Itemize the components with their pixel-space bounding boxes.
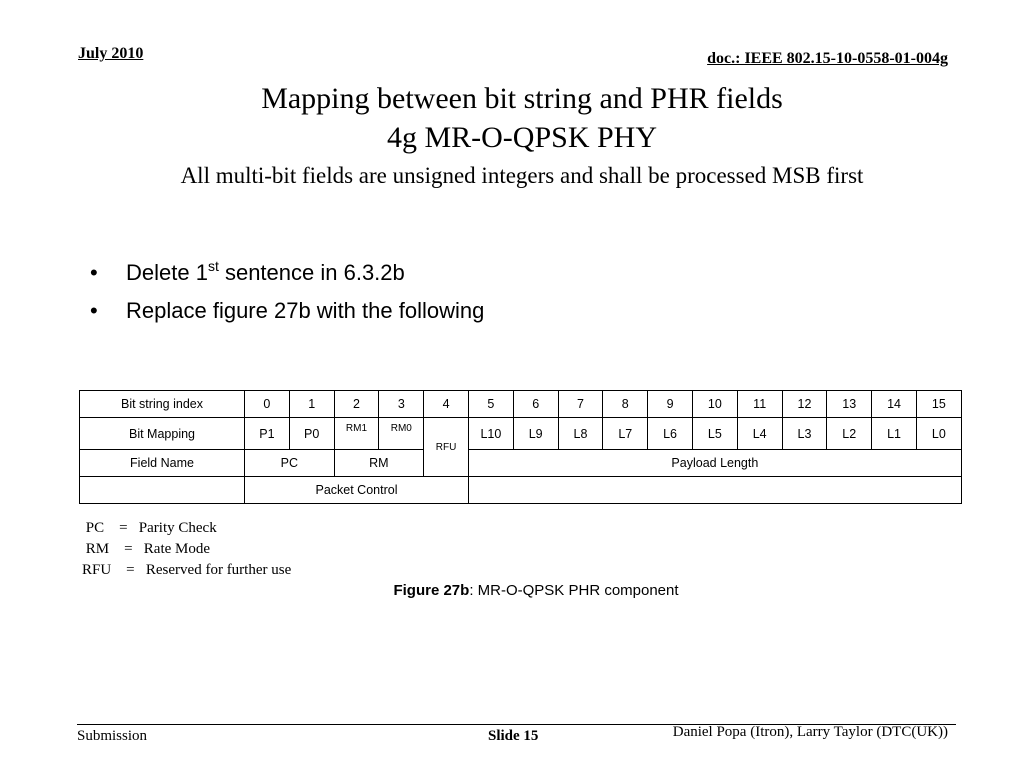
figure-caption-text: : MR-O-QPSK PHR component	[469, 582, 679, 599]
bit-mapping-cell: L3	[782, 418, 827, 450]
bit-mapping-cell: L2	[827, 418, 872, 450]
figure-caption	[0, 582, 1024, 599]
bit-index-cell: 5	[468, 391, 513, 418]
bit-mapping-cell: L8	[558, 418, 603, 450]
bit-mapping-cell: RM1	[334, 418, 379, 450]
footer-slide-number: Slide 15	[488, 728, 539, 744]
field-rm-cell: RM	[334, 450, 424, 477]
bit-index-cell: 14	[872, 391, 917, 418]
table-row-group	[80, 477, 962, 504]
field-payload-length-cell: Payload Length	[468, 450, 961, 477]
bit-index-cell: 4	[424, 391, 469, 418]
rfu-cell: RFU	[424, 418, 469, 477]
bit-mapping-cell: RM0	[379, 418, 424, 450]
bit-index-cell: 8	[603, 391, 648, 418]
bullet-text-pre: Delete 1	[126, 260, 208, 285]
bullet-superscript: st	[207, 258, 219, 274]
table-row-field-name	[80, 450, 962, 477]
bit-index-cell: 2	[334, 391, 379, 418]
bullet-dot: •	[90, 260, 98, 285]
header-date: July 2010	[78, 45, 144, 62]
footer-authors: Daniel Popa (Itron), Larry Taylor (DTC(UK))	[672, 724, 948, 740]
bit-mapping-cell: L10	[468, 418, 513, 450]
bit-index-cell: 6	[513, 391, 558, 418]
bit-index-cell: 10	[692, 391, 737, 418]
slide-subtitle: 4g MR-O-QPSK PHY	[386, 121, 658, 154]
bit-mapping-cell: L4	[737, 418, 782, 450]
row-label: Bit string index	[80, 391, 245, 418]
bullet-list	[90, 256, 484, 332]
legend-rm: RM = Rate Mode	[82, 541, 211, 557]
row-label: Bit Mapping	[80, 418, 245, 450]
footer-submission: Submission	[77, 728, 148, 744]
row-label: Field Name	[80, 450, 245, 477]
bit-index-cell: 1	[289, 391, 334, 418]
bit-index-cell: 9	[648, 391, 693, 418]
bit-index-cell: 11	[737, 391, 782, 418]
legend-pc: PC = Parity Check	[82, 520, 217, 536]
bit-mapping-cell: L6	[648, 418, 693, 450]
field-pc-cell: PC	[245, 450, 335, 477]
bullet-item	[90, 294, 484, 332]
row-label	[80, 477, 245, 504]
bullet-dot: •	[90, 298, 98, 323]
bit-mapping-cell: P0	[289, 418, 334, 450]
bullet-text-post: sentence in 6.3.2b	[218, 260, 405, 285]
bit-mapping-cell: L9	[513, 418, 558, 450]
bit-mapping-cell: L5	[692, 418, 737, 450]
empty-cell	[468, 477, 961, 504]
bullet-item	[90, 256, 484, 294]
slide-title: Mapping between bit string and PHR fields	[261, 82, 783, 115]
table-row-bit-mapping	[80, 418, 962, 450]
bit-index-cell: 12	[782, 391, 827, 418]
table-row-bit-index	[80, 391, 962, 418]
bit-mapping-cell: L1	[872, 418, 917, 450]
legend-rfu: RFU = Reserved for further use	[82, 562, 292, 578]
phr-table	[79, 390, 962, 504]
bit-index-cell: 3	[379, 391, 424, 418]
bit-index-cell: 7	[558, 391, 603, 418]
slide-note: All multi-bit fields are unsigned integers and shall be processed MSB first	[180, 163, 864, 188]
bullet-text: Replace figure 27b with the following	[126, 298, 485, 323]
header-doc-id: doc.: IEEE 802.15-10-0558-01-004g	[707, 50, 948, 67]
bit-mapping-cell: L7	[603, 418, 648, 450]
bit-index-cell: 15	[916, 391, 961, 418]
figure-caption-label: Figure 27b	[393, 582, 470, 599]
bit-mapping-cell: L0	[916, 418, 961, 450]
bit-index-cell: 0	[245, 391, 290, 418]
bit-mapping-cell: P1	[245, 418, 290, 450]
packet-control-cell: Packet Control	[245, 477, 469, 504]
bit-index-cell: 13	[827, 391, 872, 418]
